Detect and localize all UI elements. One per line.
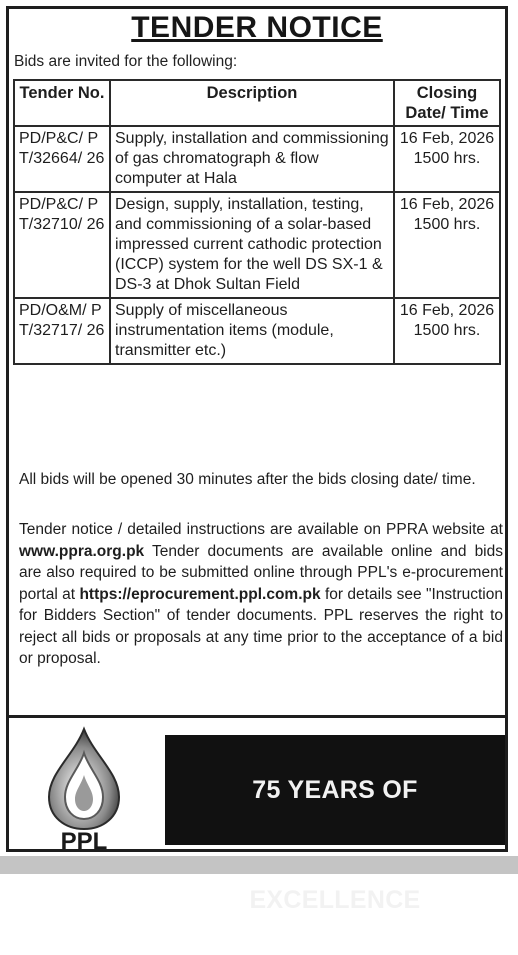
description-cell: Supply of miscellaneous instrumentation items (module, transmitter etc.) — [110, 298, 394, 364]
description-cell: Design, supply, installation, testing, and commissioning of a solar-based impressed current cathodic protection (ICCP) system for the well DS SX-1 & DS-3 at Dhok Sultan Field — [110, 192, 394, 298]
header-closing: Closing Date/ Time — [394, 80, 500, 126]
header-tender-no: Tender No. — [14, 80, 110, 126]
tender-no-cell: PD/O&M/ PT/32717/ 26 — [14, 298, 110, 364]
anniversary-banner: 75 YEARS OF EXCELLENCE — [165, 735, 505, 845]
instructions-text-2: Tender documents are available online and bids are also required to be submitted online through PPL's e-procurement portal at — [19, 542, 503, 603]
header-description: Description — [110, 80, 394, 126]
closing-date: 16 Feb, 2026 — [399, 130, 495, 147]
tender-no-cell: PD/P&C/ PT/32664/ 26 — [14, 126, 110, 192]
opening-note: All bids will be opened 30 minutes after the bids closing date/ time. — [19, 471, 476, 488]
footer-divider — [9, 715, 505, 718]
notice-title: TENDER NOTICE — [131, 11, 383, 44]
oil-drop-icon — [29, 725, 139, 851]
notice-intro: Bids are invited for the following: — [14, 53, 238, 70]
closing-cell — [394, 192, 500, 298]
instructions-text-3: for details see "Instruction for Bidders Section" of tender documents. PPL reserves the right to reject all bids or proposals at any time prior to the acceptance of a bid or proposal. — [19, 585, 503, 667]
table-header-row — [14, 80, 500, 126]
description-cell: Supply, installation and commissioning of gas chromatograph & flow computer at Hala — [110, 126, 394, 192]
closing-date: 16 Feb, 2026 — [399, 302, 495, 319]
closing-time: 1500 hrs. — [413, 216, 481, 233]
tender-no-cell: PD/P&C/ PT/32710/ 26 — [14, 192, 110, 298]
table-row — [14, 126, 500, 192]
closing-cell — [394, 298, 500, 364]
closing-cell — [394, 126, 500, 192]
ppl-logo-text: PPL — [60, 828, 108, 851]
instructions-paragraph — [19, 519, 503, 670]
eprocurement-link[interactable]: https://eprocurement.ppl.com.pk — [79, 585, 321, 603]
ppra-link[interactable]: www.ppra.org.pk — [19, 542, 145, 560]
instructions-text-1: Tender notice / detailed instructions are available on PPRA website at — [19, 521, 503, 538]
tender-table — [13, 79, 501, 365]
closing-time: 1500 hrs. — [413, 150, 481, 167]
ppl-logo — [29, 725, 139, 851]
bottom-strip — [0, 856, 518, 874]
closing-time: 1500 hrs. — [413, 322, 481, 339]
closing-date: 16 Feb, 2026 — [399, 196, 495, 213]
table-row — [14, 298, 500, 364]
table-row — [14, 192, 500, 298]
tender-notice-frame — [6, 6, 508, 914]
